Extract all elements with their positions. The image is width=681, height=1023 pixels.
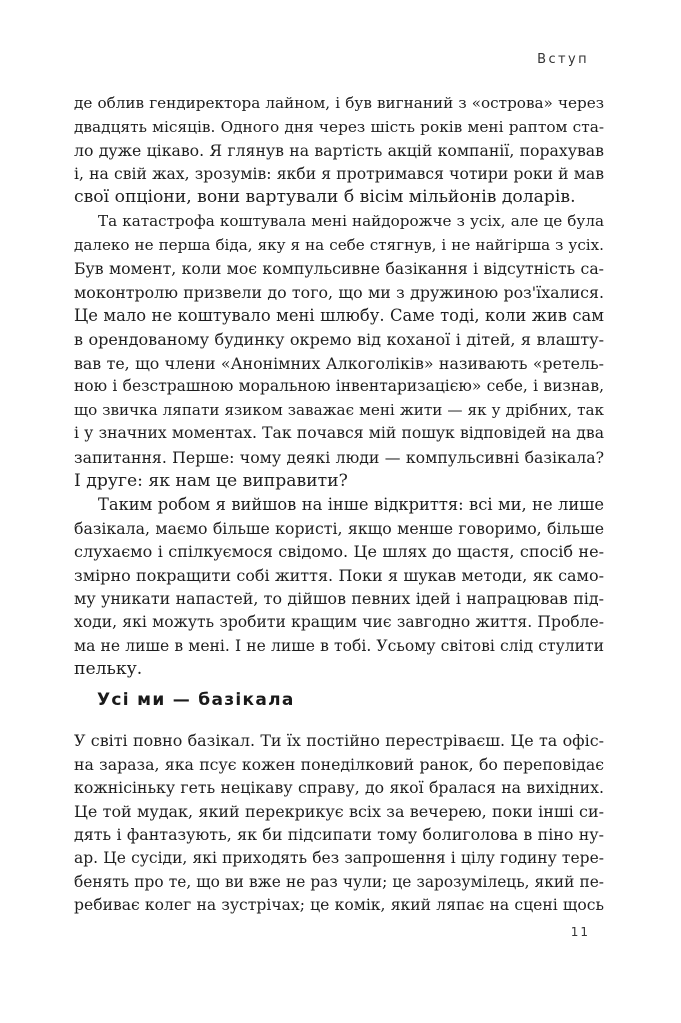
- text-line: далеко не перша біда, яку я на себе стягнув, і не найгірша з усіх.: [74, 235, 604, 254]
- text-line: Та катастрофа коштувала мені найдорожче з усіх, але це була: [98, 211, 604, 230]
- text-line: пельку.: [74, 659, 143, 680]
- text-line: бенять про те, що ви вже не раз чули; це зарозумілець, який пе-: [74, 872, 604, 891]
- text-line: свої опціони, вони вартували б вісім мільйонів доларів.: [74, 187, 576, 208]
- text-line: Це той мудак, який перекрикує всіх за вечерею, поки інші си-: [74, 801, 604, 821]
- text-line: ною і безстрашною моральною інвентаризацією» себе, і визнав,: [74, 377, 604, 396]
- section-heading: Усі ми — базікала: [97, 690, 295, 710]
- text-line: що звичка ляпати язиком заважає мені жити — як у дрібних, так: [74, 400, 604, 419]
- text-line: ло дуже цікаво. Я глянув на вартість акцій компанії, порахував: [74, 141, 604, 161]
- text-line: на зараза, яка псує кожен понеділковий ранок, бо переповідає: [74, 754, 604, 774]
- page-number: 11: [570, 925, 590, 939]
- text-line: ребиває колег на зустрічах; це комік, який ляпає на сцені щось: [74, 896, 604, 915]
- text-line: слухаємо і спілкуємося свідомо. Це шлях до щастя, спосіб не-: [74, 542, 604, 562]
- text-line: ходи, які можуть зробити кращим чиє завгодно життя. Пробле-: [74, 613, 604, 632]
- text-line: вав те, що члени «Анонімних Алкоголіків» називають «ретель-: [74, 353, 604, 373]
- text-line: Таким робом я вийшов на інше відкриття: всі ми, не лише: [98, 495, 604, 515]
- text-line: ма не лише в мені. І не лише в тобі. Усьому світові слід стулити: [74, 636, 604, 655]
- text-line: двадцять місяців. Одного дня через шість років мені раптом ста-: [74, 117, 604, 136]
- body-text-block: [74, 92, 604, 682]
- body-text-block: [74, 729, 604, 918]
- text-line: і у значних моментах. Так почався мій пошук відповідей на два: [74, 424, 604, 443]
- running-head: Вступ: [537, 52, 589, 67]
- text-line: ар. Це сусіди, які приходять без запрошення і цілу годину тере-: [74, 848, 604, 867]
- text-line: Був момент, коли моє компульсивне базікання і відсутність са-: [74, 259, 604, 279]
- text-line: де облив гендиректора лайном, і був вигнаний з «острова» через: [74, 94, 604, 112]
- text-line: змірно покращити собі життя. Поки я шукав методи, як само-: [74, 565, 604, 585]
- text-line: І друге: як нам це виправити?: [74, 470, 348, 491]
- text-line: в орендованому будинку окремо від коханої і дітей, я влашту-: [74, 329, 604, 349]
- text-line: му уникати напастей, то дійшов певних ідей і напрацював під-: [74, 589, 604, 609]
- text-line: базікала, маємо більше користі, якщо менше говоримо, більше: [74, 518, 604, 538]
- text-line: Це мало не коштувало мені шлюбу. Саме тоді, коли жив сам: [74, 306, 604, 326]
- text-line: запитання. Перше: чому деякі люди — компульсивні базікала?: [74, 447, 604, 467]
- text-line: дять і фантазують, як би підсипати тому болиголова в піно ну-: [74, 825, 604, 845]
- text-line: моконтролю призвели до того, що ми з дружиною роз'їхалися.: [74, 282, 604, 302]
- text-line: і, на свій жах, зрозумів: якби я протримався чотири роки й мав: [74, 164, 604, 183]
- text-line: У світі повно базікал. Ти їх постійно перестріваєш. Це та офіс-: [74, 731, 604, 750]
- text-line: кожнісіньку геть нецікаву справу, до якої бралася на вихідних.: [74, 778, 604, 798]
